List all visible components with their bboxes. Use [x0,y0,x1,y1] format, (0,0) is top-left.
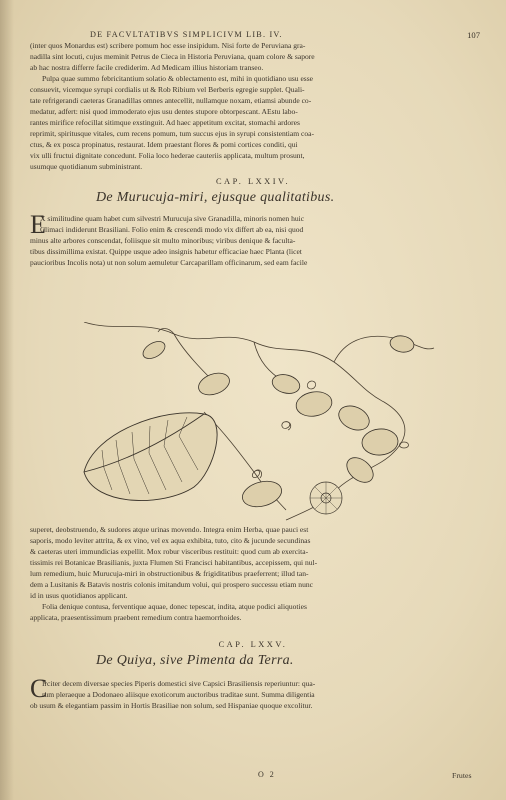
text-line: rantes mirifice refocillat sitimque exstinguit. Ad haec appetitum excitat, stomachi ardores [30,118,300,127]
drop-cap: C [30,674,48,703]
small-leaf [389,334,415,354]
chapter-title: De Quiya, sive Pimenta da Terra. [96,653,294,668]
small-leaf [140,338,168,362]
text-line: paucioribus Incolis nota) ut non solum aemuletur Carcaparillam officinarum, sed eam facile [30,258,308,267]
catchword: Frutes [452,771,472,780]
text-line: Pulpa quae summo febricitantium solatio & oblectamento est, mihi in quotidiano usu esse [42,74,314,83]
page-number: 107 [467,30,480,40]
text-line: superet, deobstruendo, & sudores atque urinas movendo. Integra enim Herba, quae pauci est [30,525,309,534]
small-leaf [342,453,378,488]
chapter-title: De Murucuja-miri, ejusque qualitatibus. [96,190,335,205]
chapter2-intro [30,674,476,711]
text-line: consuevit, vicemque syrupi cordialis ut & Rob Ribium vel Berberis egregie supplet. Quali- [30,85,305,94]
top-paragraph [30,40,476,172]
text-line: minus alte arbores conscendat, foliisque sit multo minoribus; viribus denique & faculta- [30,236,296,245]
chapter-number: CAP. LXXIV. [215,177,291,186]
text-line: nadilla sint locuti, cujus meminit Petrus de Cieca in Historia Peruviana, quam colore & sapore [30,52,315,61]
small-leaf [335,401,373,434]
text-line: Climaci indiderunt Brasiliani. Folio enim & crescendi modo vix differt ab ea, nisi quod [40,225,304,234]
chapter1-continued [30,524,476,623]
murucuja-miri-engraving [54,322,474,522]
text-line: & caeteras uteri immundicias expellit. Mox robur visceribus restituit: quod cum ab exercita- [30,547,309,556]
small-leaf [240,477,285,511]
text-line: tibus dissimillima existat. Quippe usque adeo insignis habetur efficaciae haec Planta (licet [30,247,302,256]
text-line: ab hac nostra differre facile crediderim. Ad Medicam illius historiam transeo. [30,63,264,72]
signature-mark: O 2 [258,770,276,779]
text-line: X similitudine quam habet cum silvestri Murucuja sive Granadilla, minoris nomen huic [40,214,305,223]
text-line: ctus, & ex posca propinatus, restaurat. Idem praestant flores & pomi cortices conditi, qui [30,140,298,149]
text-line: tate refrigerandi caeteras Granadillas omnes antecellit, nullamque noxam, etiamsi abunde co- [30,96,312,105]
text-line: tissimis rei Botanicae Brasilianis, juxta Flumen Sti Francisci habitantibus, accepissem, qui nul- [30,558,318,567]
chapter-number: CAP. LXXV. [218,640,288,649]
text-line: usumque quotidianum subministrant. [30,162,143,171]
text-line: Folia denique contusa, ferventique aquae, donec tepescat, indita, atque podici aliquoties [42,602,307,611]
text-line: dem a Lusitanis & Batavis nostris colonis imitandum volui, qui prospero successu etiam nunc [30,580,313,589]
text-line: medatur, adfert: nisi quod immoderato ejus usu dentes stupore obtorpescant. AEstu labo- [30,107,298,116]
small-leaf [294,389,334,419]
page-gutter-shadow [0,0,14,800]
text-line: saporis, modo leviter attrita, & ex vino, vel ex aqua exhibita, tuto, cito & jucunde secundinas [30,536,311,545]
large-leaf [84,413,217,501]
text-line: Irciter decem diversae species Piperis domestici sive Capsici Brasiliensis reperiuntur: qua- [42,679,316,688]
text-line: id in usus quotidianos applicant. [30,591,128,600]
running-title: DE FACVLTATIBVS SIMPLICIVM LIB. IV. [90,30,283,39]
passion-flower [310,482,342,514]
chapter1-intro [30,210,476,268]
text-line: vix ulli fructui dignitate concedunt. Folia loco hederae cauteriis applicata, multum prosunt, [30,151,305,160]
text-line: reprimit, spiritusque vitales, cum recens pomum, tum succus ejus in syrupi consistentiam coa- [30,129,314,138]
text-line: lum remedium, huic Murucuja-miri in obstructionibus & frigiditatibus praeferrent; illud tan- [30,569,309,578]
text-line: applicata, praesentissimum praebent remedium contra haemorrhoides. [30,613,242,622]
text-line: rum pleraeque a Dodonaeo aliisque exoticorum auctoribus traditae sunt. Summa diligentia [42,690,315,699]
text-line: (inter quos Monardus est) scribere pomum hoc esse insipidum. Nisi forte de Peruviana gra- [30,41,306,50]
text-line: ob usum & elegantiam passim in Hortis Brasiliae non solum, sed Hispaniae quoque excolitur. [30,701,313,710]
drop-cap: E [30,210,46,239]
small-leaf [196,369,233,399]
